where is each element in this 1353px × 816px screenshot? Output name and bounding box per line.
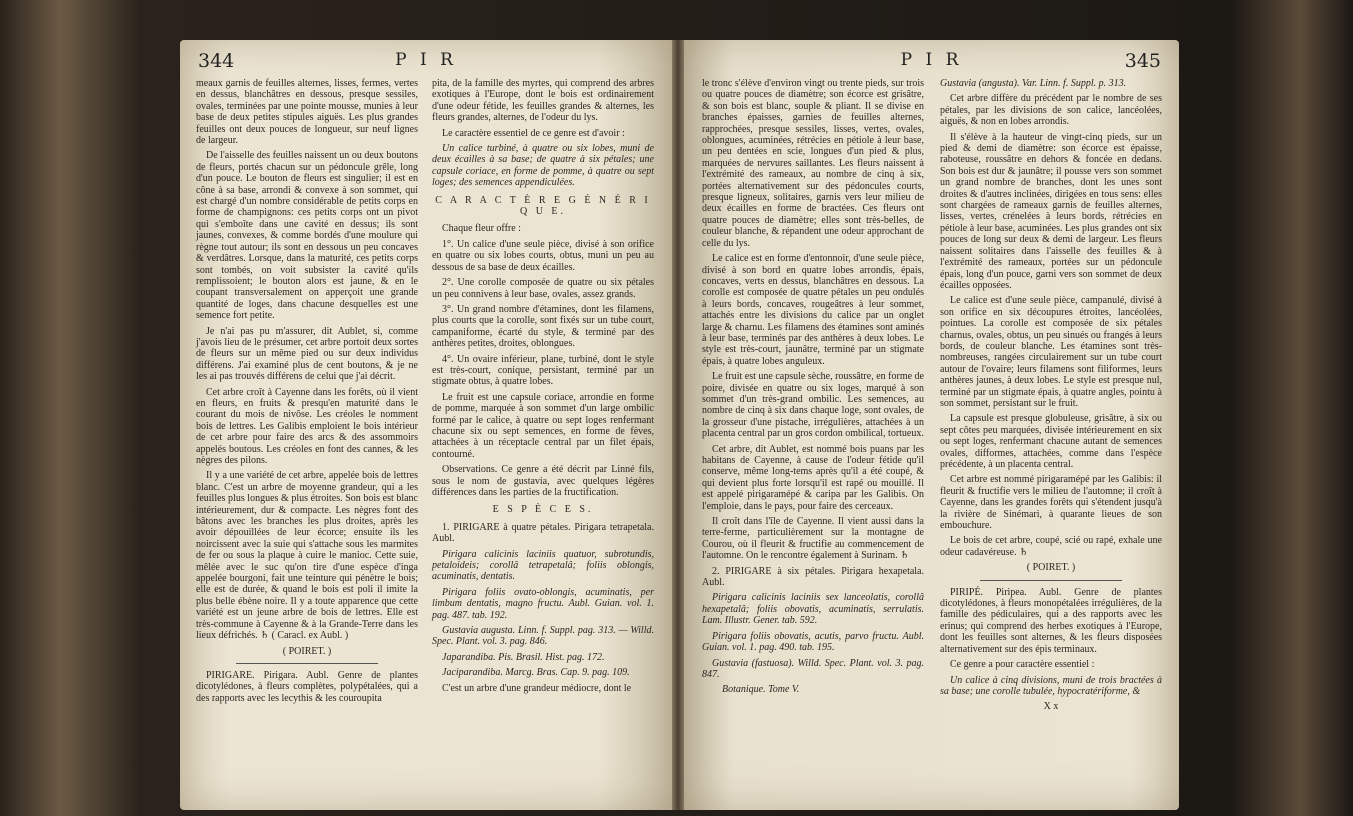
section-heading: C A R A C T È R E G É N É R I Q U E. xyxy=(435,194,651,218)
right-page xyxy=(684,40,1179,810)
section-divider xyxy=(236,663,378,664)
left-column-1 xyxy=(196,78,418,708)
paragraph: Le bois de cet arbre, coupé, scié ou rapé, exhale une odeur cadavéreuse. ♄ xyxy=(940,535,1162,558)
paragraph: Il s'élève à la hauteur de vingt-cinq pieds, sur un pied & demi de diamètre: son écorce est épaisse, raboteuse, roussâtre en dehors & foncée en dedans. Son bois est dur & jaunâtre; il pousse vers son sommet un grand nombre de branches, dont les unes sont droites & d'autres inclinées, dirigées en tous sens: elles sont chargées de rameaux garnis de feuilles alternes, lisses, vertes, crénelées à leurs bords, rétrécies en pétiole à leur base, acuminées. Les plus grandes ont six pouces de long sur deux & demi de largeur. Les fleurs naissent solitaires dans l'aisselle des feuilles & à l'extrémité des rameaux, portées sur un pédoncule épais, long d'un pouce, garni vers son sommet de deux écailles opposées. xyxy=(940,131,1162,291)
signature-mark: X x xyxy=(1043,701,1059,713)
paragraph: Pirigara foliis obovatis, acutis, parvo fructu. Aubl. Guian. vol. 1. pag. 490. tab. 195. xyxy=(702,630,924,654)
paragraph: Pirigara calicinis laciniis sex lanceolatis, corollâ hexapetalâ; foliis obovatis, acuminatis, serrulatis. Lam. Illustr. Gener. tab. 592. xyxy=(702,592,924,627)
section-heading: E S P È C E S. xyxy=(492,504,594,516)
paragraph: 4°. Un ovaire inférieur, plane, turbiné, dont le style est très-court, conique, persistant, terminé par un stigmate obtus, à quatre lobes. xyxy=(432,353,654,388)
paragraph: PIRIPÉ. Piripea. Aubl. Genre de plantes dicotylédones, à fleurs monopétalées irrégulières, de la famille des pédiculaires, qui a des rapports avec les erinus; qui comprend des herbes exotiques à l'Europe, dont les feuilles sont alternes, & les fleurs disposées alternativement sur des épis terminaux. xyxy=(940,586,1162,655)
right-running-head: P I R xyxy=(900,50,963,70)
signature: ( POIRET. ) xyxy=(1026,562,1076,574)
paragraph: Pirigara foliis ovato-oblongis, acuminatis, per limbum dentatis, magno fructu. Aubl. Guian. vol. 1. pag. 487. tab. 192. xyxy=(432,586,654,621)
left-page xyxy=(180,40,672,810)
left-running-head: P I R xyxy=(395,50,457,70)
right-column-1 xyxy=(702,78,924,700)
paragraph: Gustavia augusta. Linn. f. Suppl. pag. 313. — Willd. Spec. Plant. vol. 3. pag. 846. xyxy=(432,625,654,648)
paragraph: Il y a une variété de cet arbre, appelée bois de lettres blanc. C'est un arbre de moyenne grandeur, qui a les feuilles plus longues & plus étroites. Son bois est blanc intérieurement, dur & compacte. Les nègres font des bâtons avec les branches les plus droites, après les avoir dépouillées de leur écorce; ensuite ils les noircissent avec la suie qui s'attache sous les marmites de fer ou sous la plaque à cuire le manioc. Cette suie, mêlée avec le suc qu'on tire d'une espèce d'inga appelée bourgoni, fait une teinture qui pénètre le bois; elle est de durée, & quand le bois est poli il imite la plus belle ébène noire. Il y a toute apparence que cette variété est un jeune arbre de bois de lettres. Elle est très-commune à Cayenne & à la Grande-Terre dans les lieux défrichés. ♄ ( Caracl. ex Aubl. ) xyxy=(196,470,418,642)
paragraph: Cet arbre diffère du précédent par le nombre de ses pétales, par les divisions de son calice, lancéolées, aiguës, & non en lobes arrondis. xyxy=(940,93,1162,128)
right-page-number: 345 xyxy=(1124,50,1161,72)
paragraph: Gustavia (angusta). Var. Linn. f. Suppl. p. 313. xyxy=(940,78,1127,89)
paragraph: Le fruit est une capsule coriace, arrondie en forme de pomme, marquée à son sommet d'un large ombilic formé par le calice, à quatre ou sept loges renfermant chacune six ou sept semences, en forme de fèves, attachées à un réceptacle central par un filet épais, contourné. xyxy=(432,391,654,460)
paragraph: 1. PIRIGARE à quatre pétales. Pirigara tetrapetala. Aubl. xyxy=(432,521,654,545)
paragraph: Observations. Ce genre a été décrit par Linné fils, sous le nom de gustavia, avec quelques légères différences dans les parties de la fructification. xyxy=(432,464,654,498)
paragraph: meaux garnis de feuilles alternes, lisses, fermes, vertes en dessus, blanchâtres en dessous, presque sessiles, ovales, terminées par une pointe mousse, munies à leur base de deux petites stipules aiguës. Les plus grandes feuilles ont deux pouces de longueur, sur neuf lignes de largeur. xyxy=(196,78,418,147)
paragraph: Chaque fleur offre : xyxy=(442,223,521,235)
paragraph: Ce genre a pour caractère essentiel : xyxy=(950,659,1095,671)
paragraph: PIRIGARE. Pirigara. Aubl. Genre de plantes dicotylédones, à fleurs complètes, polypétalées, qui a des rapports avec les lecythis & les couroupita xyxy=(196,669,418,704)
left-page-header xyxy=(198,50,654,74)
paragraph: Un calice turbiné, à quatre ou six lobes, muni de deux écailles à sa base; de quatre à six pétales; une capsule coriace, en forme de pomme, à quatre ou sept loges; des semences appendiculées. xyxy=(432,143,654,189)
right-page-header xyxy=(702,50,1161,74)
paragraph: le tronc s'élève d'environ vingt ou trente pieds, sur trois ou quatre pouces de diamètre; son écorce est grisâtre, & son bois est blanc, souple & pliant. Il se divise en branches épaisses, garnies de feuilles alternes, rapprochées, presque sessiles, lisses, vertes, ovales, oblongues, acuminées, rétrécies en pétiole à leur base, un peu dentées en scie, longues d'un pied & plus, marquées de nervures saillantes. Les fleurs naissent à l'extrémité des rameaux, au nombre de cinq à six, portées alternativement sur des pédoncules courts, presque ligneux, solitaires, garnis vers leur milieu de deux écailles en forme de bractées. Ces fleurs ont quatre pouces de diamètre; elles sont très-belles, de couleur blanche, & répandent une odeur approchant de celle du lys. xyxy=(702,78,924,249)
right-column-2 xyxy=(940,78,1162,717)
paragraph: 1°. Un calice d'une seule pièce, divisé à son orifice en quatre ou six lobes courts, obtus, muni un peu au dessous de sa base de deux écailles. xyxy=(432,238,654,273)
paragraph: Je n'ai pas pu m'assurer, dit Aublet, si, comme j'avois lieu de le présumer, cet arbre portoit deux sortes de fleurs sur un même pied ou sur deux individus différens. J'ai examiné plus de cent boutons, & je ne les ai pas trouvés différens de celui que j'ai décrit. xyxy=(196,325,418,383)
paragraph: Cet arbre, dit Aublet, est nommé bois puans par les habitans de Cayenne, à cause de l'odeur fétide qu'il conserve, même long-tems après qu'il a été coupé, & qui devient plus forte lorsqu'il est rapé ou mouillé. Il est appelé pirigaramépé & caripa par les Galibis. On l'emploie, dans le pays, pour faire des cerceaux. xyxy=(702,443,924,512)
paragraph: Cet arbre croît à Cayenne dans les forêts, où il vient en fleurs, en fruits & presqu'en maturité dans le courant du mois de nivôse. Les créoles le nomment bois de lettres. Les Galibis emploient le bois intérieur de cet arbre pour faire des arcs & des assommoirs appelés boutous. Les créoles en font des cannes, & les nègres des pilons. xyxy=(196,386,418,466)
left-column-2 xyxy=(432,78,654,698)
signature: ( POIRET. ) xyxy=(282,645,332,657)
paragraph: Il croît dans l'île de Cayenne. Il vient aussi dans la terre-ferme, particulièrement sur la montagne de Courou, où il fleurit & fructifie au commencement de l'automne. On le rencontre également à Surinam. ♄ xyxy=(702,516,924,562)
paragraph: Le calice est d'une seule pièce, campanulé, divisé à son orifice en six découpures étroites, lancéolées, pointues. La corolle est composée de six pétales charnus, ovales, obtus, un peu sinués ou frangés à leurs bords, de couleur blanche. Les étamines sont très-nombreuses, rangées circulairement sur un tube court autour de l'ovaire; leurs filamens sont filiformes, leurs anthères jaunes, à deux lobes. Le style est presque nul, terminé par un stigmate épais, à quatre angles, pointu à son sommet, persistant sur le fruit. xyxy=(940,295,1162,409)
paragraph: Le caractère essentiel de ce genre est d'avoir : xyxy=(442,127,625,139)
paragraph: La capsule est presque globuleuse, grisâtre, à six ou sept côtes peu marquées, divisée intérieurement en six ou sept loges, renfermant chacune autant de semences ovales, difformes, attachées, comme dans l'espèce précédente, à un placenta central. xyxy=(940,413,1162,470)
left-page-number: 344 xyxy=(198,50,235,72)
paragraph: Le fruit est une capsule sèche, roussâtre, en forme de poire, divisée en quatre ou six loges, marqué à son sommet d'un très-grand ombilic. Les semences, au nombre de cinq à six dans chaque loge, sont ovales, de la grosseur d'une pistache, irrégulières, attachées à un placenta central par un gros cordon ombilical, tortueux. xyxy=(702,371,924,440)
paragraph: Pirigara calicinis laciniis quatuor, subrotundis, petaloideis; corollâ tetrapetalâ; foliis oblongis, acuminatis, dentatis. xyxy=(432,548,654,583)
section-divider xyxy=(980,580,1122,581)
paragraph: Gustavia (fastuosa). Willd. Spec. Plant. vol. 3. pag. 847. xyxy=(702,657,924,680)
paragraph: 3°. Un grand nombre d'étamines, dont les filamens, plus courts que la corolle, sont fixés sur un tube court, campaniforme, écarté du style, & terminé par des anthères petites, droites, oblongues. xyxy=(432,303,654,350)
paragraph: Jaciparandiba. Marcg. Bras. Cap. 9. pag. 109. xyxy=(442,667,630,679)
paragraph: pita, de la famille des myrtes, qui comprend des arbres exotiques à l'Europe, dont le bois est ordinairement d'une odeur fétide, les feuilles grandes & alternes, les fleurs grandes, alternes, de l'odeur du lys. xyxy=(432,78,654,124)
paragraph: Japarandiba. Pis. Brasil. Hist. pag. 172. xyxy=(442,651,605,663)
paragraph: Le calice est en forme d'entonnoir, d'une seule pièce, divisé à son bord en quatre lobes arrondis, épais, concaves, verts en dessus, blanchâtres en dessous. La corolle est composée de quatre pétales un peu ondulés à leurs bords, concaves, rougeâtres à leur sommet, attachés entre les divisions du calice par un onglet large & charnu. Les filamens des étamines sont aminés à leur base, terminés par des anthères à deux lobes. Le style est très-court, jaunâtre, terminé par un stigmate épais, à quatre lobes anguleux. xyxy=(702,253,924,367)
paragraph: 2. PIRIGARE à six pétales. Pirigara hexapetala. Aubl. xyxy=(702,565,924,589)
paragraph: Un calice à cinq divisions, muni de trois bractées à sa base; une corolle tubulée, hypocratériforme, & xyxy=(940,674,1162,697)
paragraph: De l'aisselle des feuilles naissent un ou deux boutons de fleurs, portés chacun sur un pédoncule grêle, long d'un pouce. Le bouton de fleurs est singulier; il est en cône à sa base, arrondi & convexe à son sommet, qui est chargé d'un nombre considérable de petits corps en forme de champignons: ces petits corps ont un pivot qui s'emboîte dans une cavité en dessus; ils sont jaunes, convexes, & comme bordés d'une moulure qui règne tout autour; ils sont en dessous un peu concaves & verdâtres. Lorsque, dans la maturité, ces petits corps sont tombés, on voit subsister la cavité qu'ils remplissoient; le bouton alors est jaune, & en le coupant transversalement on apperçoit une grande quantité de loges, dans chacune desquelles est une semence fort petite. xyxy=(196,150,418,322)
volume-footer: Botanique. Tome V. xyxy=(722,684,800,696)
paragraph: C'est un arbre d'une grandeur médiocre, dont le xyxy=(442,682,632,694)
paragraph: Cet arbre est nommé pirigaramépé par les Galibis: il fleurit & fructifie vers le milieu de l'automne; il croît à Cayenne, dans les grandes forêts qui s'étendent jusqu'à la rivière de Sinémari, à quarante lieues de son embouchure. xyxy=(940,474,1162,532)
paragraph: 2°. Une corolle composée de quatre ou six pétales un peu connivens à leur base, ovales, assez grands. xyxy=(432,277,654,300)
